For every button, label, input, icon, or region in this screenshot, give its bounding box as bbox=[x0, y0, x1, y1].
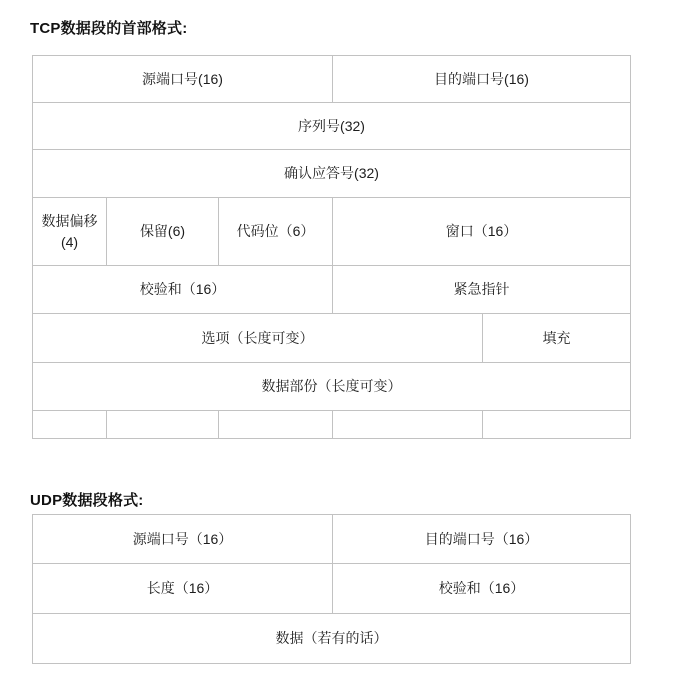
udp-cell-dest-port: 目的端口号（16） bbox=[333, 515, 631, 564]
tcp-cell-data: 数据部份（长度可变） bbox=[33, 363, 631, 411]
udp-row-ports bbox=[33, 515, 631, 564]
tcp-cell-ack-number: 确认应答号(32) bbox=[33, 150, 631, 198]
tcp-cell-empty-1 bbox=[33, 411, 107, 439]
udp-row-length-checksum bbox=[33, 564, 631, 614]
tcp-cell-code-bits: 代码位（6） bbox=[219, 198, 333, 266]
tcp-cell-checksum: 校验和（16） bbox=[33, 266, 333, 314]
tcp-row-checksum bbox=[33, 266, 631, 314]
udp-row-data bbox=[33, 614, 631, 664]
tcp-cell-urgent-pointer: 紧急指针 bbox=[333, 266, 631, 314]
udp-table-title: UDP数据段格式: bbox=[30, 492, 144, 509]
tcp-cell-padding: 填充 bbox=[483, 314, 631, 363]
tcp-row-ack bbox=[33, 150, 631, 198]
tcp-row-empty bbox=[33, 411, 631, 439]
tcp-cell-source-port: 源端口号(16) bbox=[33, 56, 333, 103]
tcp-row-flags bbox=[33, 198, 631, 266]
udp-cell-checksum: 校验和（16） bbox=[333, 564, 631, 614]
tcp-header-table bbox=[32, 55, 631, 439]
tcp-cell-reserved: 保留(6) bbox=[107, 198, 219, 266]
tcp-cell-window: 窗口（16） bbox=[333, 198, 631, 266]
tcp-cell-dest-port: 目的端口号(16) bbox=[333, 56, 631, 103]
tcp-row-data bbox=[33, 363, 631, 411]
udp-cell-source-port: 源端口号（16） bbox=[33, 515, 333, 564]
tcp-row-options bbox=[33, 314, 631, 363]
tcp-table-title: TCP数据段的首部格式: bbox=[30, 20, 188, 37]
tcp-cell-empty-3 bbox=[219, 411, 333, 439]
udp-cell-data: 数据（若有的话） bbox=[33, 614, 631, 664]
udp-table bbox=[32, 514, 631, 664]
tcp-cell-data-offset: 数据偏移(4) bbox=[33, 198, 107, 266]
tcp-cell-empty-5 bbox=[483, 411, 631, 439]
tcp-row-ports bbox=[33, 56, 631, 103]
tcp-cell-empty-2 bbox=[107, 411, 219, 439]
udp-cell-length: 长度（16） bbox=[33, 564, 333, 614]
tcp-cell-options: 选项（长度可变） bbox=[33, 314, 483, 363]
tcp-cell-sequence-number: 序列号(32) bbox=[33, 103, 631, 150]
tcp-row-sequence bbox=[33, 103, 631, 150]
tcp-cell-empty-4 bbox=[333, 411, 483, 439]
